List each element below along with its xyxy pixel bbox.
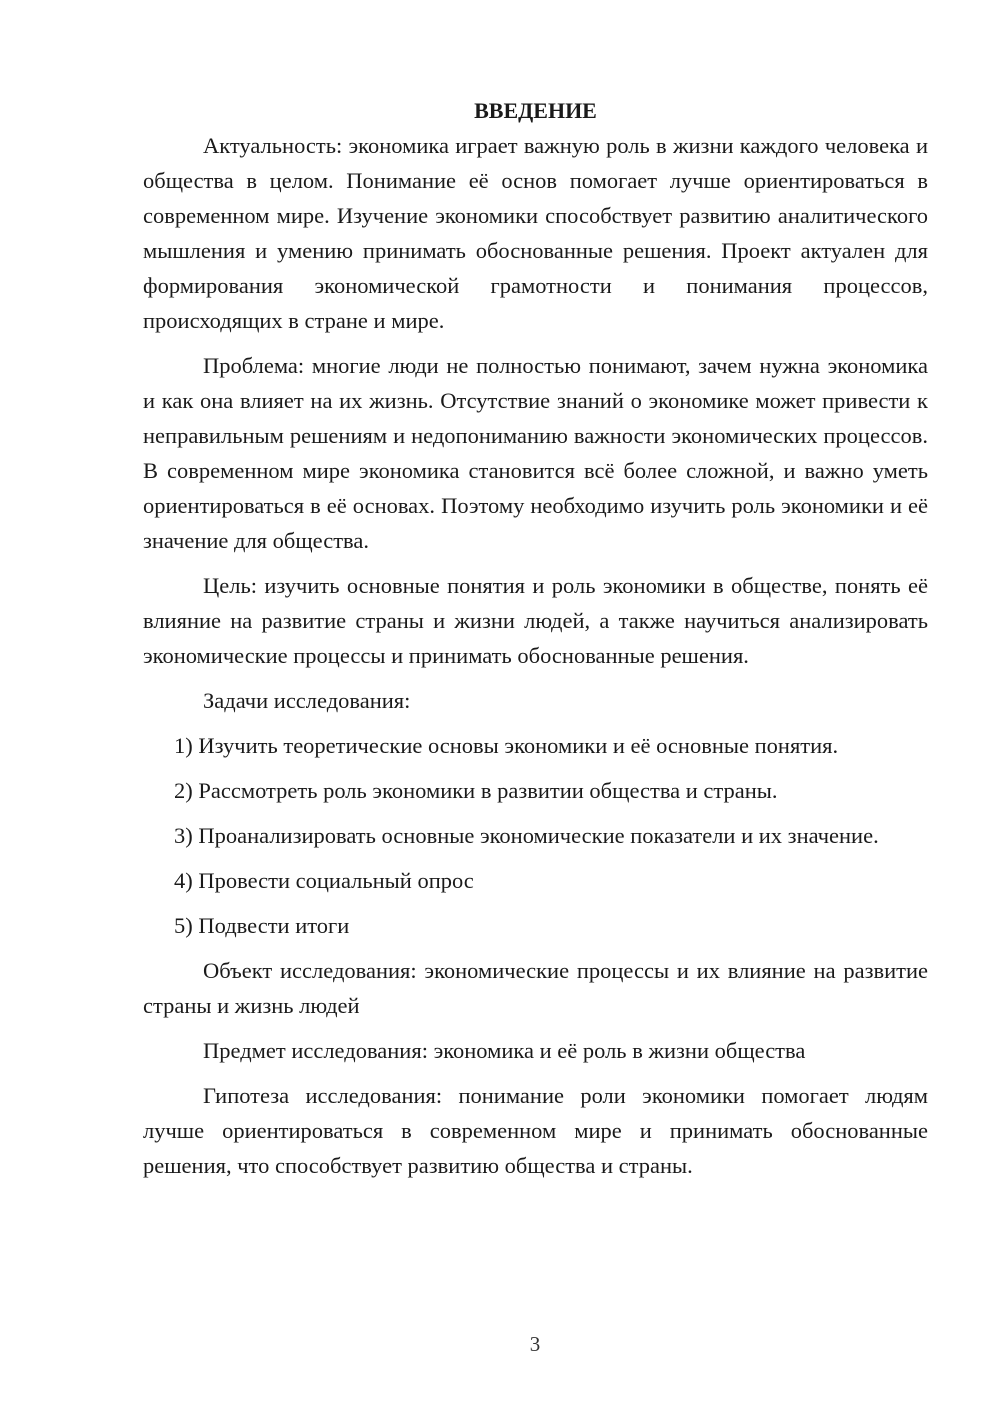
- hypothesis-paragraph: Гипотеза исследования: понимание роли экономики помогает людям лучше ориентироваться в современном мире и принимать обоснованные решения, что способствует развитию общества и страны.: [143, 1083, 928, 1178]
- goal-paragraph: Цель: изучить основные понятия и роль экономики в обществе, понять её влияние на развитие страны и жизни людей, а также научиться анализировать экономические процессы и принимать обоснованные решения.: [143, 573, 928, 668]
- task-item-5: 5) Подвести итоги: [174, 913, 350, 938]
- subject-paragraph: Предмет исследования: экономика и её роль в жизни общества: [203, 1038, 806, 1063]
- document-body: [143, 93, 928, 1193]
- task-item-2: 2) Рассмотреть роль экономики в развитии общества и страны.: [174, 778, 778, 803]
- tasks-title: Задачи исследования:: [203, 688, 411, 713]
- task-item-3: 3) Проанализировать основные экономические показатели и их значение.: [174, 823, 879, 848]
- section-heading: ВВЕДЕНИЕ: [474, 98, 597, 123]
- task-item-1: 1) Изучить теоретические основы экономики и её основные понятия.: [174, 733, 839, 758]
- object-paragraph: Объект исследования: экономические процессы и их влияние на развитие страны и жизнь людей: [143, 958, 928, 1018]
- relevance-paragraph: Актуальность: экономика играет важную роль в жизни каждого человека и общества в целом. Понимание её основ помогает лучше ориентироваться в современном мире. Изучение экономики способствует развитию аналитического мышления и умению принимать обоснованные решения. Проект актуален для формирования экономической грамотности и понимания процессов, происходящих в стране и мире.: [143, 133, 928, 333]
- task-item-4: 4) Провести социальный опрос: [174, 868, 474, 893]
- problem-paragraph: Проблема: многие люди не полностью понимают, зачем нужна экономика и как она влияет на их жизнь. Отсутствие знаний о экономике может привести к неправильным решениям и недопониманию важности экономических процессов. В современном мире экономика становится всё более сложной, и важно уметь ориентироваться в её основах. Поэтому необходимо изучить роль экономики и её значение для общества.: [143, 353, 928, 553]
- page-number: 3: [529, 1332, 541, 1356]
